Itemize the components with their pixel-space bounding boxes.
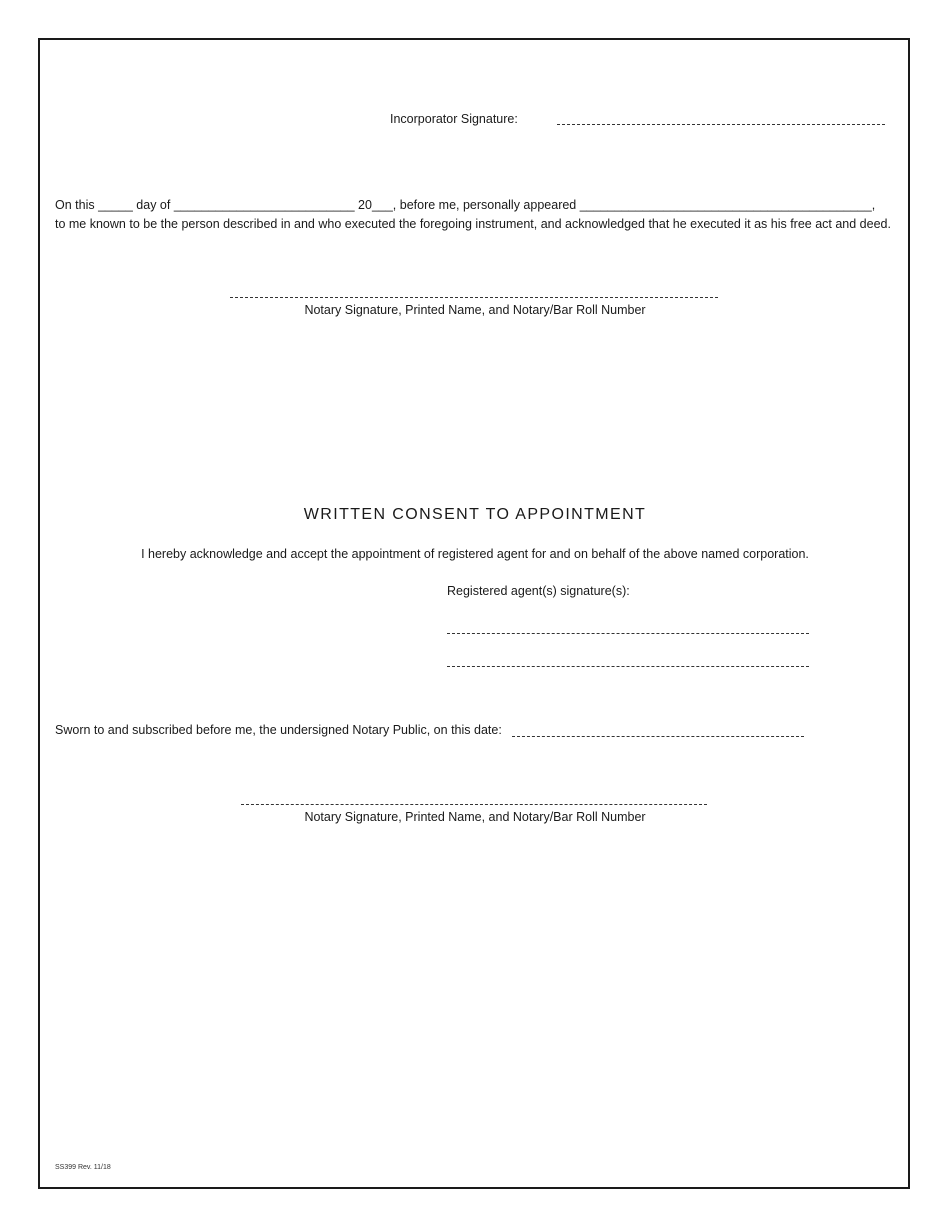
acknowledgment-line-2: to me known to be the person described in and who executed the foregoing instrument, and acknowledged that he executed it as his free act and deed. [55, 217, 891, 231]
consent-title: WRITTEN CONSENT TO APPOINTMENT [303, 506, 647, 523]
incorporator-signature-line[interactable] [557, 113, 885, 125]
notary-signature-label-1: Notary Signature, Printed Name, and Notary/Bar Roll Number [304, 303, 646, 317]
incorporator-signature-label: Incorporator Signature: [390, 112, 518, 126]
registered-agent-signature-line-2[interactable] [447, 660, 809, 667]
consent-statement: I hereby acknowledge and accept the appointment of registered agent for and on behalf of the above named corporation. [141, 547, 809, 561]
notary-signature-label-2: Notary Signature, Printed Name, and Notary/Bar Roll Number [304, 810, 646, 824]
sworn-date-line[interactable] [512, 728, 804, 737]
sworn-statement-label: Sworn to and subscribed before me, the undersigned Notary Public, on this date: [55, 723, 502, 737]
registered-agent-signature-line-1[interactable] [447, 627, 809, 634]
notary-signature-line-1[interactable] [230, 291, 718, 298]
notary-signature-line-2[interactable] [241, 798, 707, 805]
registered-agent-signature-label: Registered agent(s) signature(s): [447, 584, 630, 598]
form-revision-code: SS399 Rev. 11/18 [55, 1164, 111, 1171]
acknowledgment-line-1: On this _____ day of __________________________ 20___, before me, personally appeared __________________________________________, [55, 198, 876, 212]
